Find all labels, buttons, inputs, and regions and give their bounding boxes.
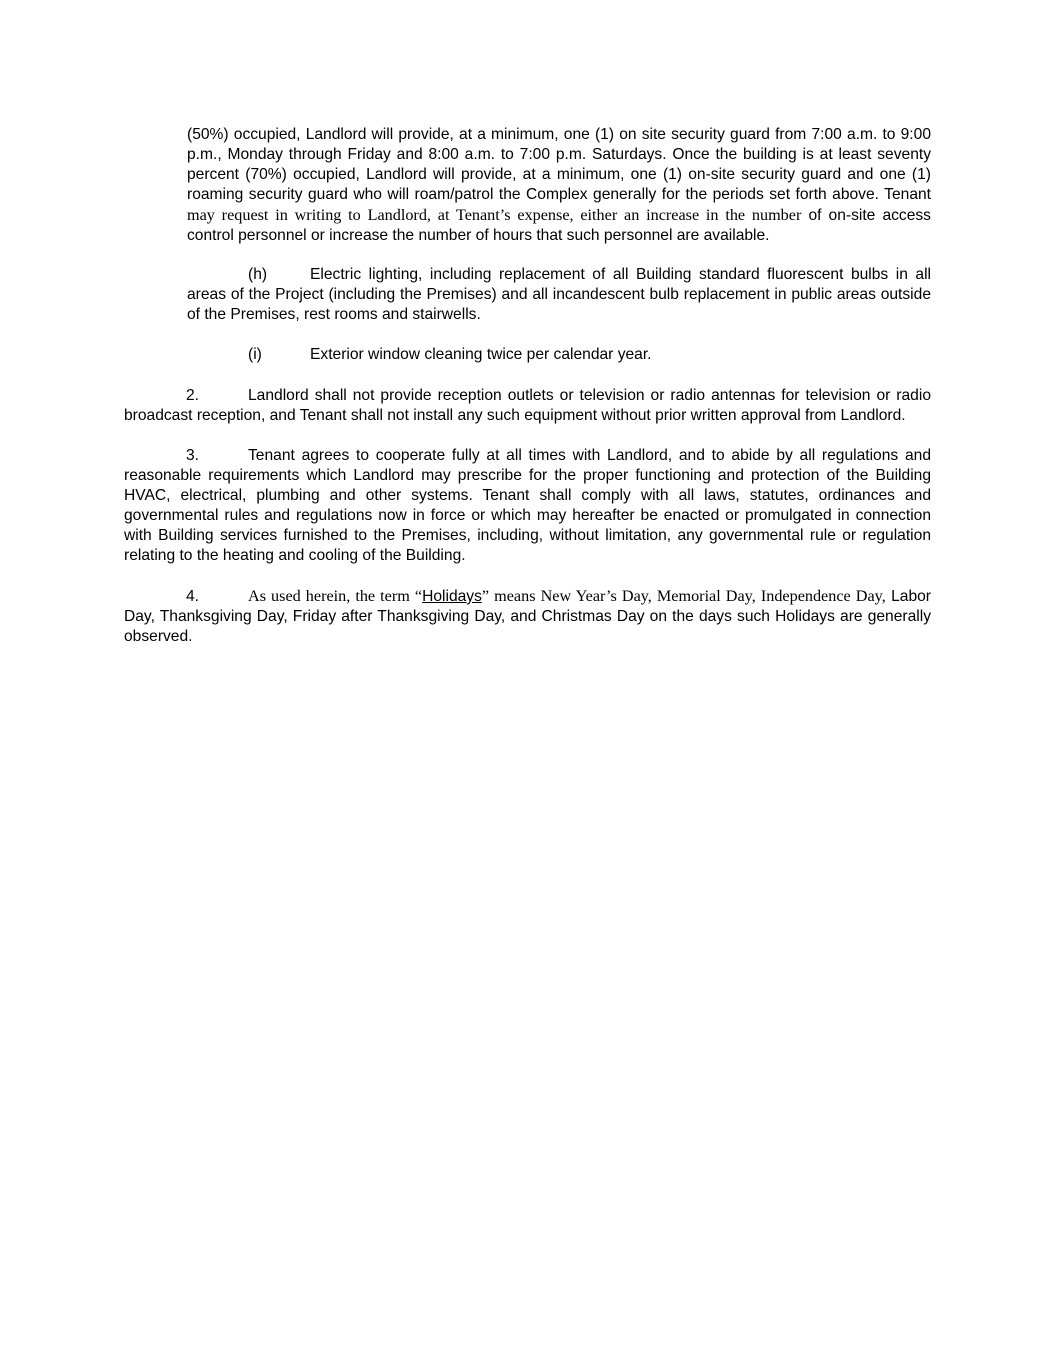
item-h-electric-lighting	[187, 265, 931, 325]
section-2-text: Landlord shall not provide reception outlets or television or radio antennas for television or radio broadcast reception, and Tenant shall not install any such equipment without prior written approval from Landlord.	[124, 387, 931, 424]
item-h-label: (h)	[248, 266, 268, 283]
section-4-text-rest: Labor Day, Thanksgiving Day, Friday after Thanksgiving Day, and Christmas Day on the days such Holidays are generally observed.	[124, 588, 931, 645]
section-3-label: 3.	[186, 447, 200, 464]
item-i-label: (i)	[248, 346, 262, 363]
section-4-text-before: As used herein, the term “	[248, 587, 423, 605]
section-3-text: Tenant agrees to cooperate fully at all times with Landlord, and to abide by all regulations and reasonable requirements which Landlord may prescribe for the proper functioning and protection of the Building HVAC, electrical, plumbing and other systems. Tenant shall comply with all laws, statutes, ordinances and governmental rules and regulations now in force or which may hereafter be enacted or promulgated in connection with Building services furnished to the Premises, including, without limitation, any governmental rule or regulation relating to the heating and cooling of the Building.	[124, 447, 931, 564]
section-4-label: 4.	[186, 588, 200, 605]
item-i-text: Exterior window cleaning twice per calendar year.	[310, 346, 652, 363]
item-i-window-cleaning	[248, 345, 931, 365]
item-h-text: Electric lighting, including replacement of all Building standard fluorescent bulbs in all areas of the Project (including the Premises) and all incandescent bulb replacement in public areas outside of the Premises, rest rooms and stairwells.	[187, 266, 931, 323]
section-4-text-after: ” means New Year’s Day, Memorial Day, Independence Day,	[481, 587, 886, 605]
section-3-cooperation	[124, 446, 931, 566]
holidays-term: Holidays	[422, 588, 482, 605]
section-2-antennas	[124, 386, 931, 426]
section-4-holidays	[124, 586, 931, 647]
security-text-part1: (50%) occupied, Landlord will provide, at a minimum, one (1) on site security guard from 7:00 a.m. to 9:00 p.m., Monday through Friday and 8:00 a.m. to 7:00 p.m. Saturdays. Once the building is at least seventy percent (70%) occupied, Landlord will provide, at a minimum, one (1) on-site security guard and one (1) roaming security guard who will roam/patrol the Complex generally for the periods set forth above. Tenant	[187, 126, 931, 203]
security-text-part2: may request in writing to Landlord, at Tenant’s expense, either an increase in the number	[187, 206, 802, 224]
paragraph-security-continued	[187, 125, 931, 246]
security-text-part3: of on-site access control personnel or increase the number of hours that such personnel are available.	[187, 207, 931, 244]
section-2-label: 2.	[186, 387, 200, 404]
